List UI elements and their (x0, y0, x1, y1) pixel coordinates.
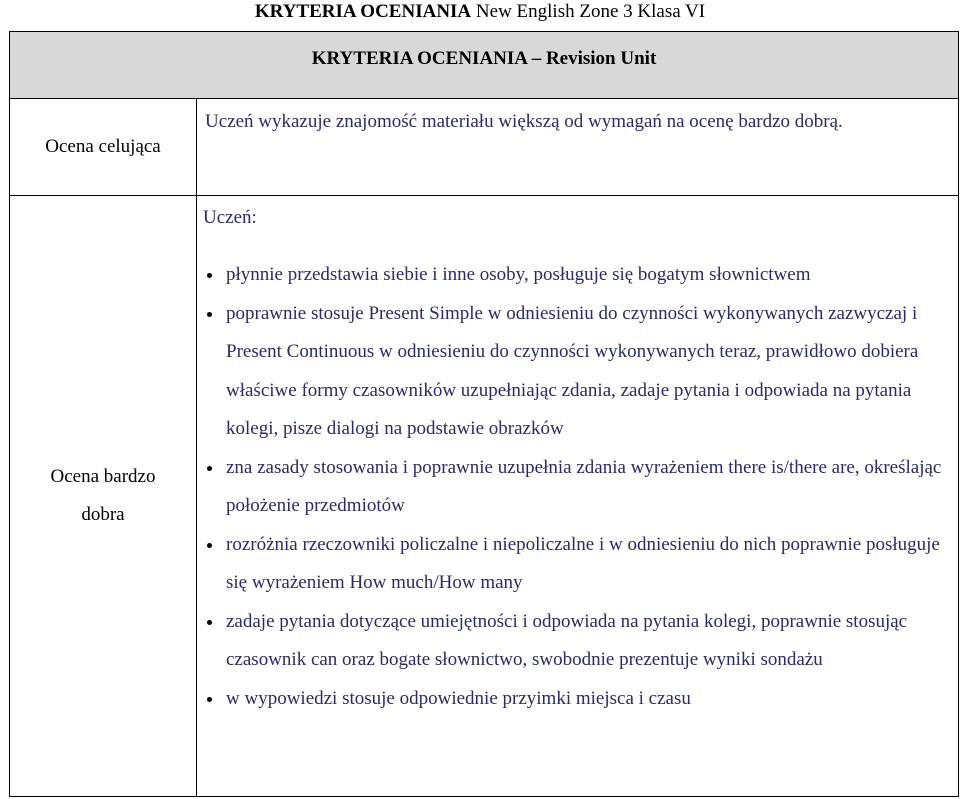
grade-description-bardzo-dobra (197, 196, 959, 797)
table-row (10, 99, 959, 196)
list-item: w wypowiedzi stosuje odpowiednie przyimki miejsca i czasu (203, 680, 950, 719)
list-item: rozróżnia rzeczowniki policzalne i niepoliczalne i w odniesieniu do nich poprawnie posługuje się wyrażeniem How much/How many (203, 526, 950, 603)
document-title-regular: New English Zone 3 Klasa VI (475, 1, 706, 22)
table-header-row (10, 32, 959, 99)
table-row (10, 196, 959, 797)
list-item: płynnie przedstawia siebie i inne osoby, posługuje się bogatym słownictwem (203, 256, 950, 295)
table-header-cell (10, 32, 959, 99)
student-intro: Uczeń: (203, 207, 257, 228)
document-title-bold: KRYTERIA OCENIANIA (254, 1, 472, 22)
document-title (0, 0, 960, 28)
list-item: zna zasady stosowania i poprawnie uzupełnia zdania wyrażeniem there is/there are, określając położenie przedmiotów (203, 449, 950, 526)
grade-label-celujaca: Ocena celująca (10, 99, 197, 196)
grade-label-line: Ocena bardzo (50, 466, 156, 487)
list-item: zadaje pytania dotyczące umiejętności i odpowiada na pytania kolegi, poprawnie stosując czasownik can oraz bogate słownictwo, swobodnie prezentuje wyniki sondażu (203, 603, 950, 680)
grade-description-text: Uczeń wykazuje znajomość materiału większą od wymagań na ocenę bardzo dobrą. (205, 111, 843, 132)
grade-label-line: dobra (81, 504, 125, 525)
grade-label-bardzo-dobra (10, 196, 197, 797)
skills-list (203, 256, 950, 718)
table-header-text: KRYTERIA OCENIANIA – Revision Unit (311, 48, 657, 69)
criteria-table (9, 31, 959, 797)
grade-description-celujaca (197, 99, 959, 196)
list-item: poprawnie stosuje Present Simple w odniesieniu do czynności wykonywanych zazwyczaj i Present Continuous w odniesieniu do czynności wykonywanych teraz, prawidłowo dobiera właściwe formy czasowników uzupełniając zdania, zadaje pytania i odpowiada na pytania kolegi, pisze dialogi na podstawie obrazków (203, 295, 950, 449)
